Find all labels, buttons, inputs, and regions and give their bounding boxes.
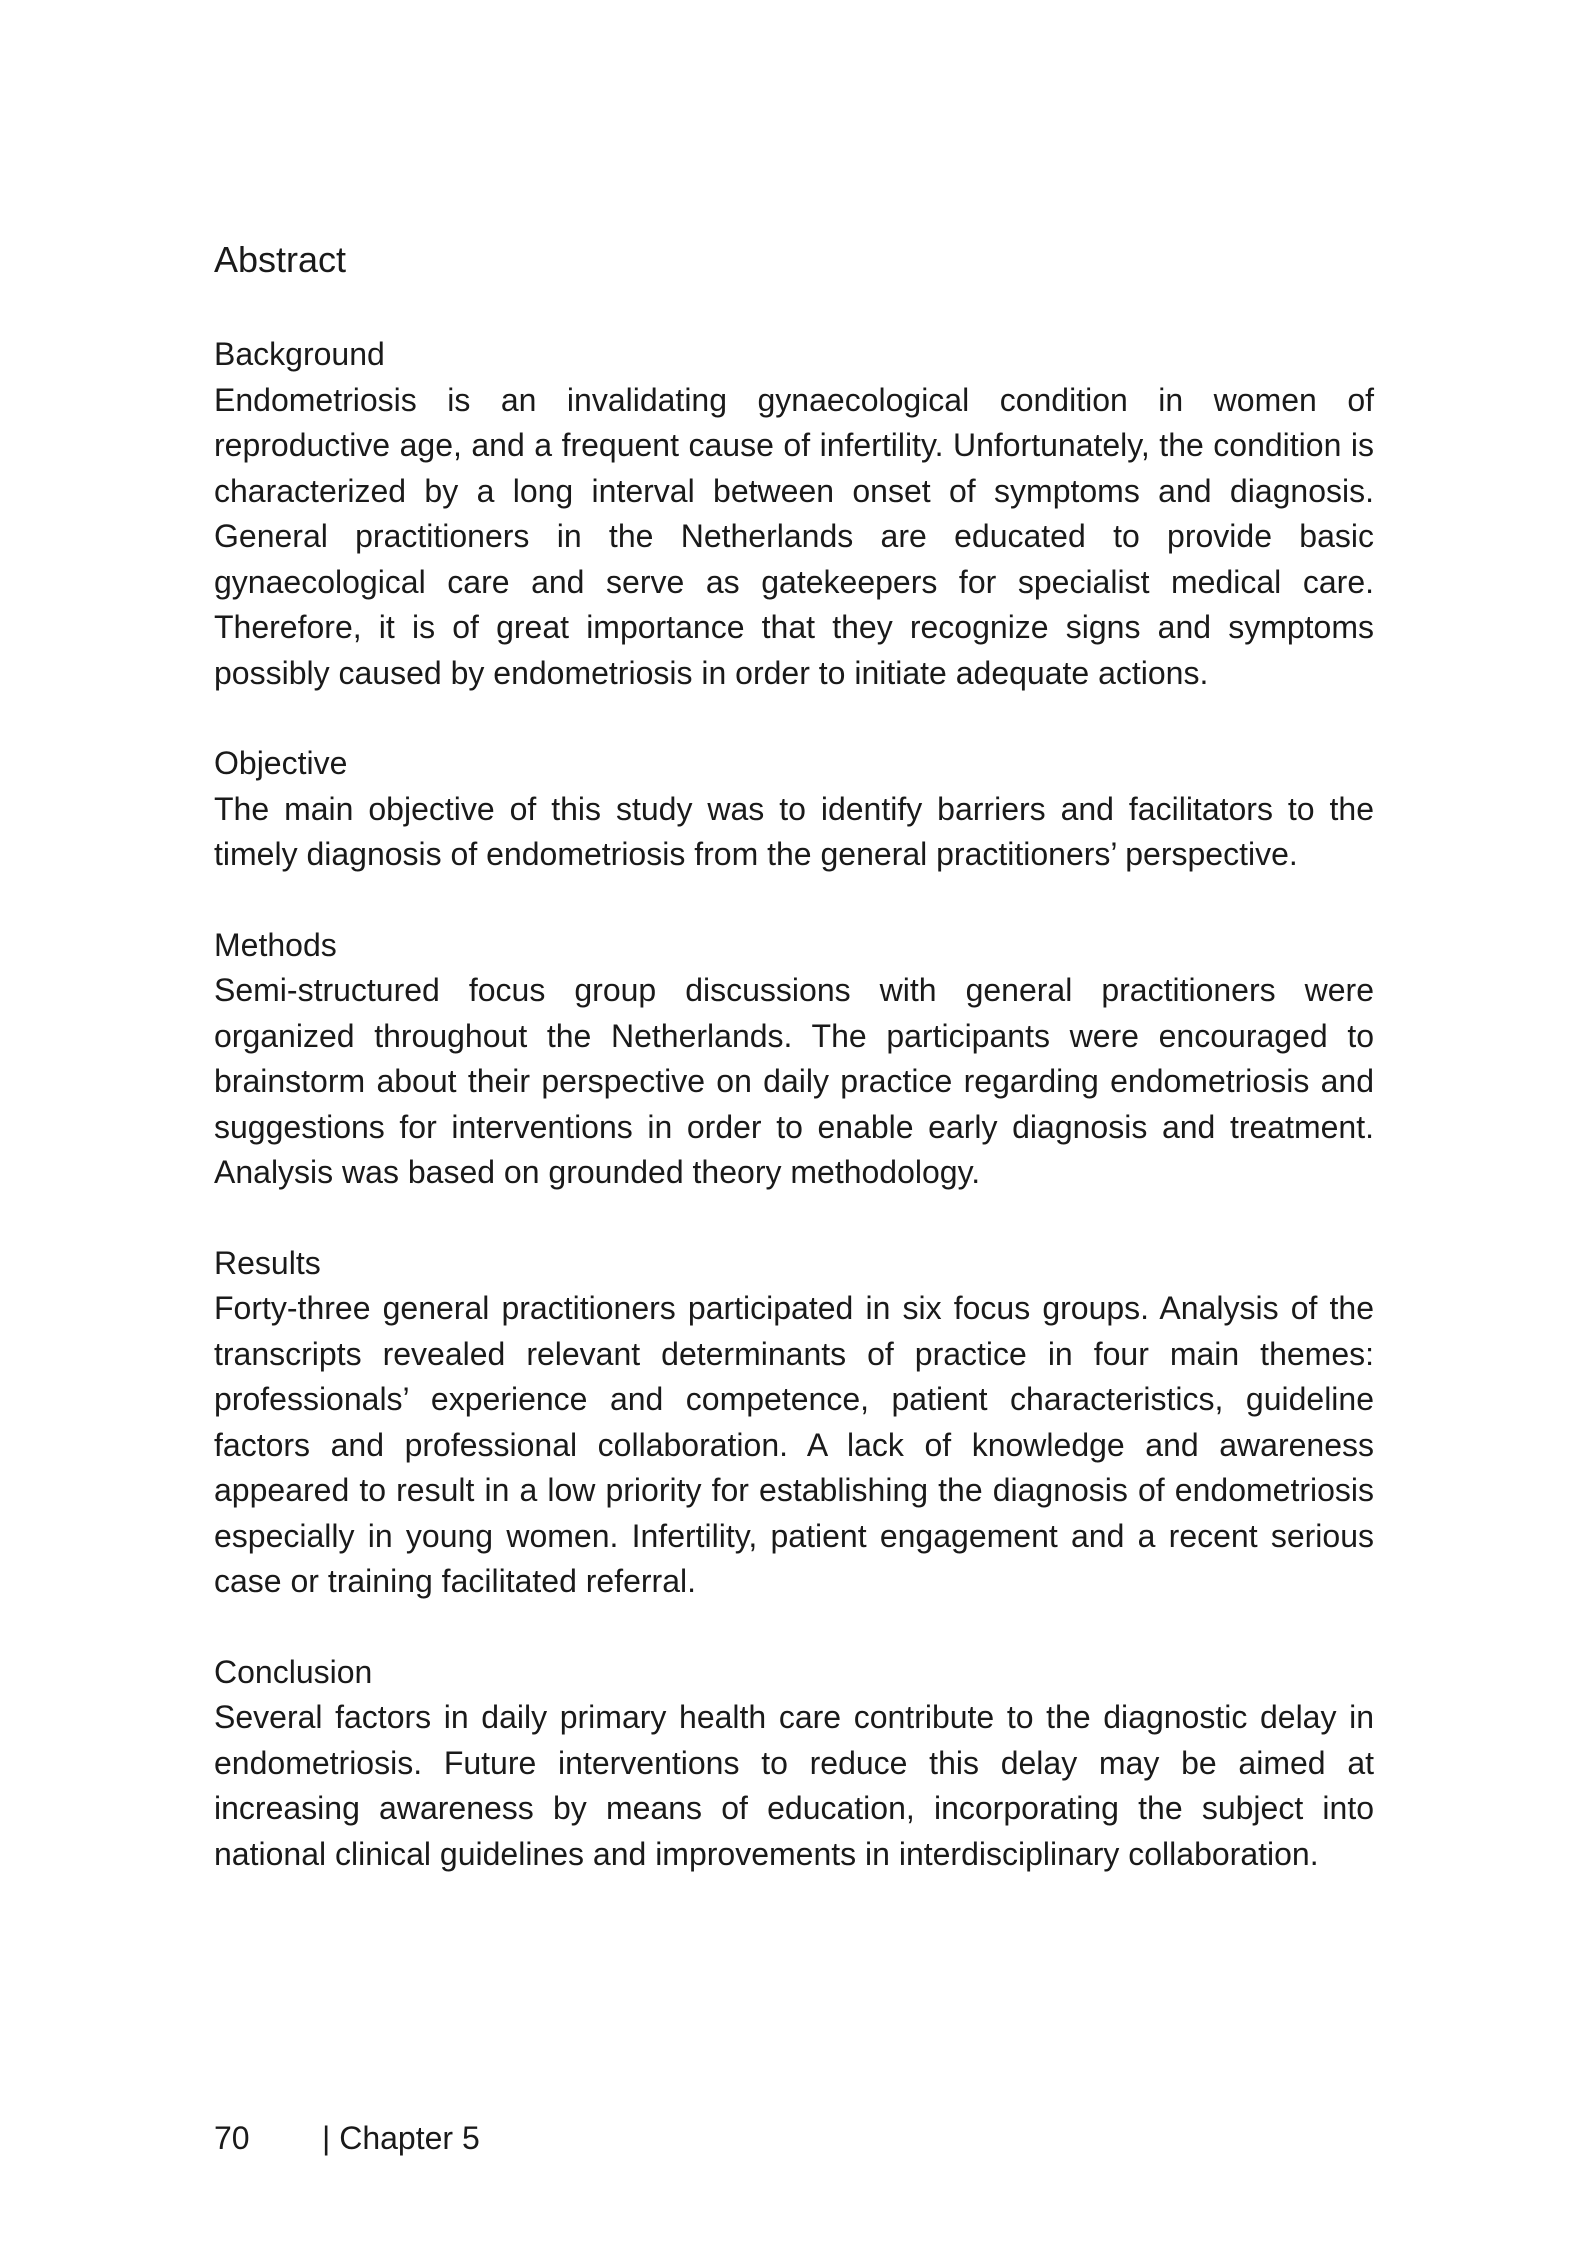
section-heading: Methods [214,926,337,963]
abstract-title: Abstract [214,239,347,280]
section-heading: Results [214,1244,321,1281]
section-heading: Conclusion [214,1653,373,1690]
section-body: Endometriosis is an invalidating gynaecological condition in women of reproductive age, and a frequent cause of infertility. Unfortunately, the condition is characterized by a long interval between onset of symptoms and diagnosis. General practitioners in the Netherlands are educated to provide basic gynaecological care and serve as gatekeepers for specialist medical care. Therefore, it is of great importance that they recognize signs and symptoms possibly caused by endometriosis in order to initiate adequate actions. [214,381,1374,691]
section-heading: Objective [214,745,348,781]
section-body: Semi-structured focus group discussions with general practitioners were organized throughout the Netherlands. The participants were encouraged to brainstorm about their perspective on daily practice regarding endometriosis and suggestions for interventions in order to enable early diagnosis and treatment. Analysis was based on grounded theory methodology. [214,972,1374,1190]
section-results [214,1241,1374,1605]
section-body: The main objective of this study was to identify barriers and facilitators to the timely diagnosis of endometriosis from the general practitioners’ perspective. [214,790,1374,872]
section-background [214,332,1374,696]
section-body: Several factors in daily primary health care contribute to the diagnostic delay in endometriosis. Future interventions to reduce this delay may be aimed at increasing awareness by means of education, incorporating the subject into national clinical guidelines and improvements in interdisciplinary collaboration. [214,1699,1374,1872]
abstract-content [214,332,1374,1922]
section-methods [214,923,1374,1196]
section-objective [214,741,1374,878]
section-heading: Background [214,336,385,372]
section-body: Forty-three general practitioners participated in six focus groups. Analysis of the transcripts revealed relevant determinants of practice in four main themes: professionals’ experience and competence, patient characteristics, guideline factors and professional collaboration. A lack of knowledge and awareness appeared to result in a low priority for establishing the diagnosis of endometriosis especially in young women. Infertility, patient engagement and a recent serious case or training facilitated referral. [214,1290,1374,1599]
page-number: 70 [214,2120,250,2156]
page-footer [214,2116,480,2160]
chapter-label: | Chapter 5 [322,2120,480,2156]
section-conclusion [214,1650,1374,1878]
